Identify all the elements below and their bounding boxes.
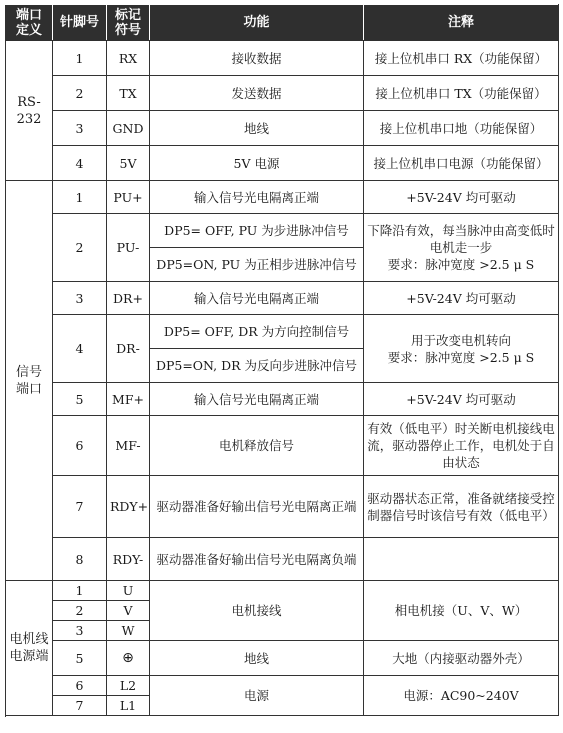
note-cell: 用于改变电机转向 要求：脉冲宽度 >2.5 μ S: [364, 315, 559, 383]
table-row: [6, 111, 559, 146]
pin-cell: 6: [53, 676, 107, 696]
table-row: [6, 282, 559, 315]
pin-cell: 1: [53, 41, 107, 76]
table-row: [6, 214, 559, 248]
table-row: [6, 476, 559, 538]
pin-cell: 3: [53, 621, 107, 641]
note-cell: 接上位机串口 RX（功能保留）: [364, 41, 559, 76]
label-cell: TX: [107, 76, 150, 111]
pin-cell: 5: [53, 383, 107, 416]
function-cell: 发送数据: [150, 76, 364, 111]
pin-cell: 3: [53, 282, 107, 315]
header-pin: 针脚号: [53, 5, 107, 41]
group-motor: 电机线 电源端: [6, 581, 53, 716]
pin-cell: 3: [53, 111, 107, 146]
note-cell: 电源：AC90~240V: [364, 676, 559, 716]
note-cell: 接上位机串口电源（功能保留）: [364, 146, 559, 181]
label-cell: PU+: [107, 181, 150, 214]
label-cell: PU-: [107, 214, 150, 282]
function-cell: DP5= OFF, DR 为方向控制信号: [150, 315, 364, 349]
label-cell: RX: [107, 41, 150, 76]
label-cell: 5V: [107, 146, 150, 181]
table-row: [6, 76, 559, 111]
pin-definition-table: [5, 4, 559, 716]
function-cell: 驱动器准备好输出信号光电隔离负端: [150, 538, 364, 581]
note-cell: 接上位机串口 TX（功能保留）: [364, 76, 559, 111]
pin-cell: 6: [53, 416, 107, 476]
header-label: 标记 符号: [107, 5, 150, 41]
note-cell: +5V-24V 均可驱动: [364, 282, 559, 315]
function-cell: 电机释放信号: [150, 416, 364, 476]
table-row: [6, 315, 559, 349]
header-note: 注释: [364, 5, 559, 41]
pin-cell: 1: [53, 181, 107, 214]
note-cell: 有效（低电平）时关断电机接线电流，驱动器停止工作，电机处于自由状态: [364, 416, 559, 476]
note-cell: 驱动器状态正常，准备就绪接受控制器信号时该信号有效（低电平）: [364, 476, 559, 538]
function-cell: DP5= OFF, PU 为步进脉冲信号: [150, 214, 364, 248]
function-cell: 驱动器准备好输出信号光电隔离正端: [150, 476, 364, 538]
ground-symbol-icon: ⊕: [107, 641, 150, 676]
label-cell: RDY+: [107, 476, 150, 538]
label-cell: L1: [107, 696, 150, 716]
table-row: [6, 581, 559, 601]
label-cell: W: [107, 621, 150, 641]
label-cell: GND: [107, 111, 150, 146]
pin-cell: 4: [53, 315, 107, 383]
pin-cell: 2: [53, 76, 107, 111]
function-cell: 输入信号光电隔离正端: [150, 282, 364, 315]
pin-cell: 7: [53, 696, 107, 716]
header-port: 端口 定义: [6, 5, 53, 41]
function-cell: 电机接线: [150, 581, 364, 641]
label-cell: MF-: [107, 416, 150, 476]
note-cell: +5V-24V 均可驱动: [364, 383, 559, 416]
pin-cell: 2: [53, 601, 107, 621]
pin-cell: 5: [53, 641, 107, 676]
table-row: [6, 41, 559, 76]
function-cell: 地线: [150, 641, 364, 676]
header-function: 功能: [150, 5, 364, 41]
table-row: [6, 676, 559, 696]
pin-cell: 1: [53, 581, 107, 601]
note-cell: 下降沿有效，每当脉冲由高变低时电机走一步 要求：脉冲宽度 >2.5 μ S: [364, 214, 559, 282]
table-row: [6, 383, 559, 416]
function-cell: DP5=ON, DR 为反向步进脉冲信号: [150, 349, 364, 383]
note-cell: 大地（内接驱动器外壳）: [364, 641, 559, 676]
label-cell: DR+: [107, 282, 150, 315]
label-cell: V: [107, 601, 150, 621]
note-cell: 相电机接（U、V、W）: [364, 581, 559, 641]
table-row: [6, 641, 559, 676]
group-rs232: RS-232: [6, 41, 53, 181]
label-cell: MF+: [107, 383, 150, 416]
note-cell: 接上位机串口地（功能保留）: [364, 111, 559, 146]
pin-cell: 8: [53, 538, 107, 581]
pin-cell: 4: [53, 146, 107, 181]
function-cell: 5V 电源: [150, 146, 364, 181]
table-row: [6, 416, 559, 476]
label-cell: DR-: [107, 315, 150, 383]
function-cell: 输入信号光电隔离正端: [150, 181, 364, 214]
note-cell: [364, 538, 559, 581]
table-row: [6, 146, 559, 181]
table-row: [6, 538, 559, 581]
function-cell: 接收数据: [150, 41, 364, 76]
label-cell: RDY-: [107, 538, 150, 581]
table-row: [6, 181, 559, 214]
label-cell: L2: [107, 676, 150, 696]
function-cell: 电源: [150, 676, 364, 716]
function-cell: DP5=ON, PU 为正相步进脉冲信号: [150, 248, 364, 282]
note-cell: +5V-24V 均可驱动: [364, 181, 559, 214]
pin-cell: 2: [53, 214, 107, 282]
pin-cell: 7: [53, 476, 107, 538]
function-cell: 输入信号光电隔离正端: [150, 383, 364, 416]
function-cell: 地线: [150, 111, 364, 146]
group-signal: 信号 端口: [6, 181, 53, 581]
header-row: [6, 5, 559, 41]
label-cell: U: [107, 581, 150, 601]
